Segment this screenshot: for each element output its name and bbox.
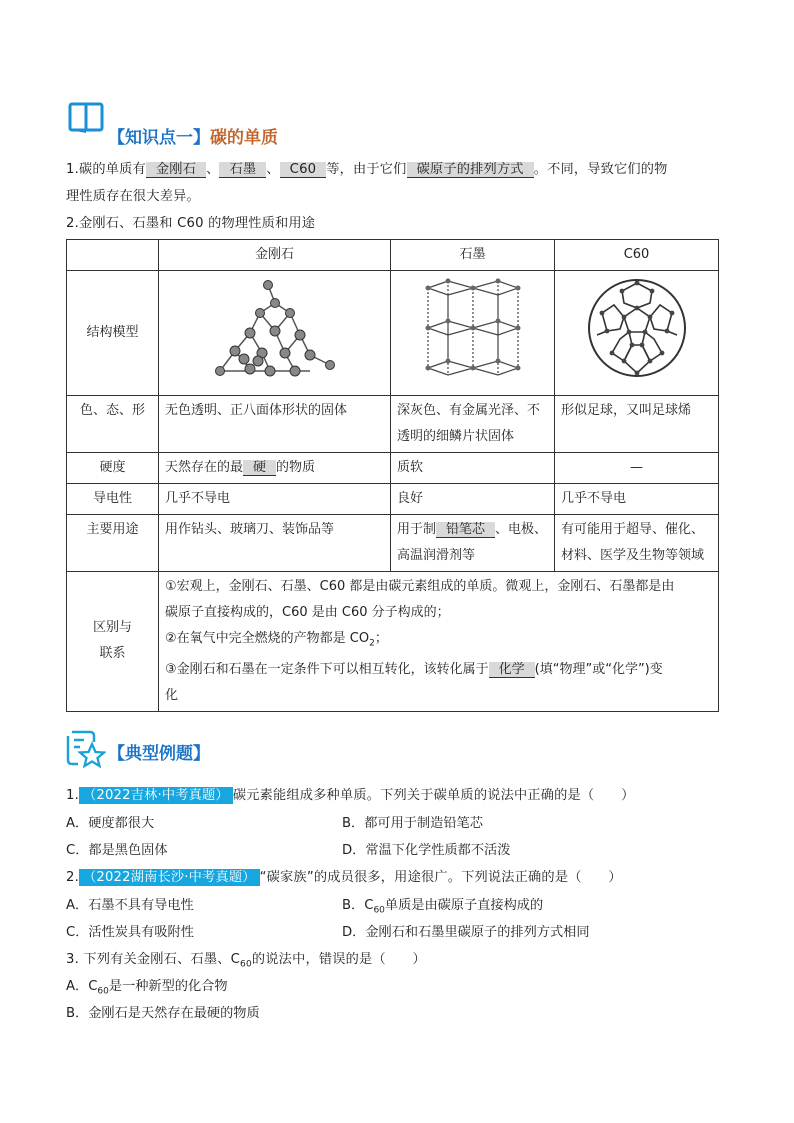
q1-option-c[interactable]: C．都是黑色固体 bbox=[66, 843, 168, 858]
intro-line-2: 2.金刚石、石墨和 C60 的物理性质和用途 bbox=[66, 216, 316, 231]
q1-source-tag: （2022吉林·中考真题） bbox=[79, 787, 233, 804]
section2-title: 【典型例题】 bbox=[108, 744, 210, 764]
c60-structure-svg bbox=[582, 273, 692, 383]
c60-hardness: — bbox=[555, 453, 719, 484]
header-diamond: 金刚石 bbox=[159, 240, 391, 271]
diamond-conductivity: 几乎不导电 bbox=[159, 484, 391, 515]
c60-use: 有可能用于超导、催化、材料、医学及生物等领域 bbox=[555, 515, 719, 572]
properties-table bbox=[66, 239, 719, 712]
q1-stem: 1. （2022吉林·中考真题） 碳元素能组成多种单质。下列关于碳单质的说法中正确的是（ ） bbox=[66, 788, 635, 803]
row-label-hardness: 硬度 bbox=[67, 453, 159, 484]
diamond-structure-svg bbox=[200, 273, 350, 383]
graphite-structure-svg bbox=[418, 273, 528, 383]
row-label-structure: 结构模型 bbox=[67, 271, 159, 396]
intro-line-1: 1.碳的单质有 金刚石 、 石墨 、 C60 等，由于它们 碳原子的排列方式 。不同，导致它们的物 bbox=[66, 162, 668, 177]
q1-option-d[interactable]: D．常温下化学性质都不活泼 bbox=[342, 843, 511, 858]
q2-option-d[interactable]: D．金刚石和石墨里碳原子的排列方式相同 bbox=[342, 925, 590, 940]
diamond-use: 用作钻头、玻璃刀、装饰品等 bbox=[159, 515, 391, 572]
blank-arrangement: 碳原子的排列方式 bbox=[407, 162, 534, 178]
blank-hardness: 硬 bbox=[243, 460, 276, 476]
blank-graphite: 石墨 bbox=[219, 162, 266, 178]
diamond-model-image bbox=[159, 271, 391, 396]
intro-line-1b: 理性质存在很大差异。 bbox=[66, 189, 200, 204]
q2-option-a[interactable]: A．石墨不具有导电性 bbox=[66, 898, 194, 913]
q1-option-b[interactable]: B．都可用于制造铅笔芯 bbox=[342, 816, 483, 831]
blank-diamond: 金刚石 bbox=[146, 162, 206, 178]
graphite-conductivity: 良好 bbox=[391, 484, 555, 515]
row-label-conductivity: 导电性 bbox=[67, 484, 159, 515]
row-label-use: 主要用途 bbox=[67, 515, 159, 572]
table-corner bbox=[67, 240, 159, 271]
graphite-model-image bbox=[391, 271, 555, 396]
q3-stem: 3. 下列有关金刚石、石墨、$C_{60}$的说法中，错误的是（ ） bbox=[66, 952, 426, 970]
blank-c60: C60 bbox=[280, 162, 327, 178]
q3-option-a[interactable]: A．$C_{60}$是一种新型的化合物 bbox=[66, 979, 228, 997]
graphite-hardness: 质软 bbox=[391, 453, 555, 484]
blank-pencil-lead: 铅笔芯 bbox=[436, 522, 495, 538]
relation-content: ①宏观上，金刚石、石墨、C60 都是由碳元素组成的单质。微观上，金刚石、石墨都是由 碳原子直接构成的，C60 是由 C60 分子构成的； ②在氧气中完全燃烧的产物都是 $CO_2$； ③金刚石和石墨在一定条件下可以相互转化，该转化属于 化学 (填“物理”或“化学”)变 化 bbox=[159, 572, 719, 712]
section1-title: 【知识点一】碳的单质 bbox=[108, 128, 278, 148]
c60-conductivity: 几乎不导电 bbox=[555, 484, 719, 515]
diamond-hardness: 天然存在的最 硬 的物质 bbox=[159, 453, 391, 484]
graphite-use: 用于制 铅笔芯 、电极、高温润滑剂等 bbox=[391, 515, 555, 572]
q2-option-c[interactable]: C．活性炭具有吸附性 bbox=[66, 925, 194, 940]
c60-model-image bbox=[555, 271, 719, 396]
header-c60: C60 bbox=[555, 240, 719, 271]
blank-chemical: 化学 bbox=[489, 662, 535, 678]
q2-source-tag: （2022湖南长沙·中考真题） bbox=[79, 869, 260, 886]
row-label-relation: 区别与 联系 bbox=[67, 572, 159, 712]
graphite-color: 深灰色、有金属光泽、不透明的细鳞片状固体 bbox=[391, 396, 555, 453]
diamond-color: 无色透明、正八面体形状的固体 bbox=[159, 396, 391, 453]
row-label-color: 色、态、形 bbox=[67, 396, 159, 453]
book-icon bbox=[68, 100, 104, 134]
q2-option-b[interactable]: B．$C_{60}$单质是由碳原子直接构成的 bbox=[342, 898, 544, 916]
q3-option-b[interactable]: B．金刚石是天然存在最硬的物质 bbox=[66, 1006, 260, 1021]
q1-option-a[interactable]: A．硬度都很大 bbox=[66, 816, 155, 831]
header-graphite: 石墨 bbox=[391, 240, 555, 271]
c60-color: 形似足球，又叫足球烯 bbox=[555, 396, 719, 453]
q2-stem: 2. （2022湖南长沙·中考真题） “碳家族”的成员很多，用途很广。下列说法正确的是（ ） bbox=[66, 870, 622, 885]
star-list-icon bbox=[64, 728, 106, 768]
